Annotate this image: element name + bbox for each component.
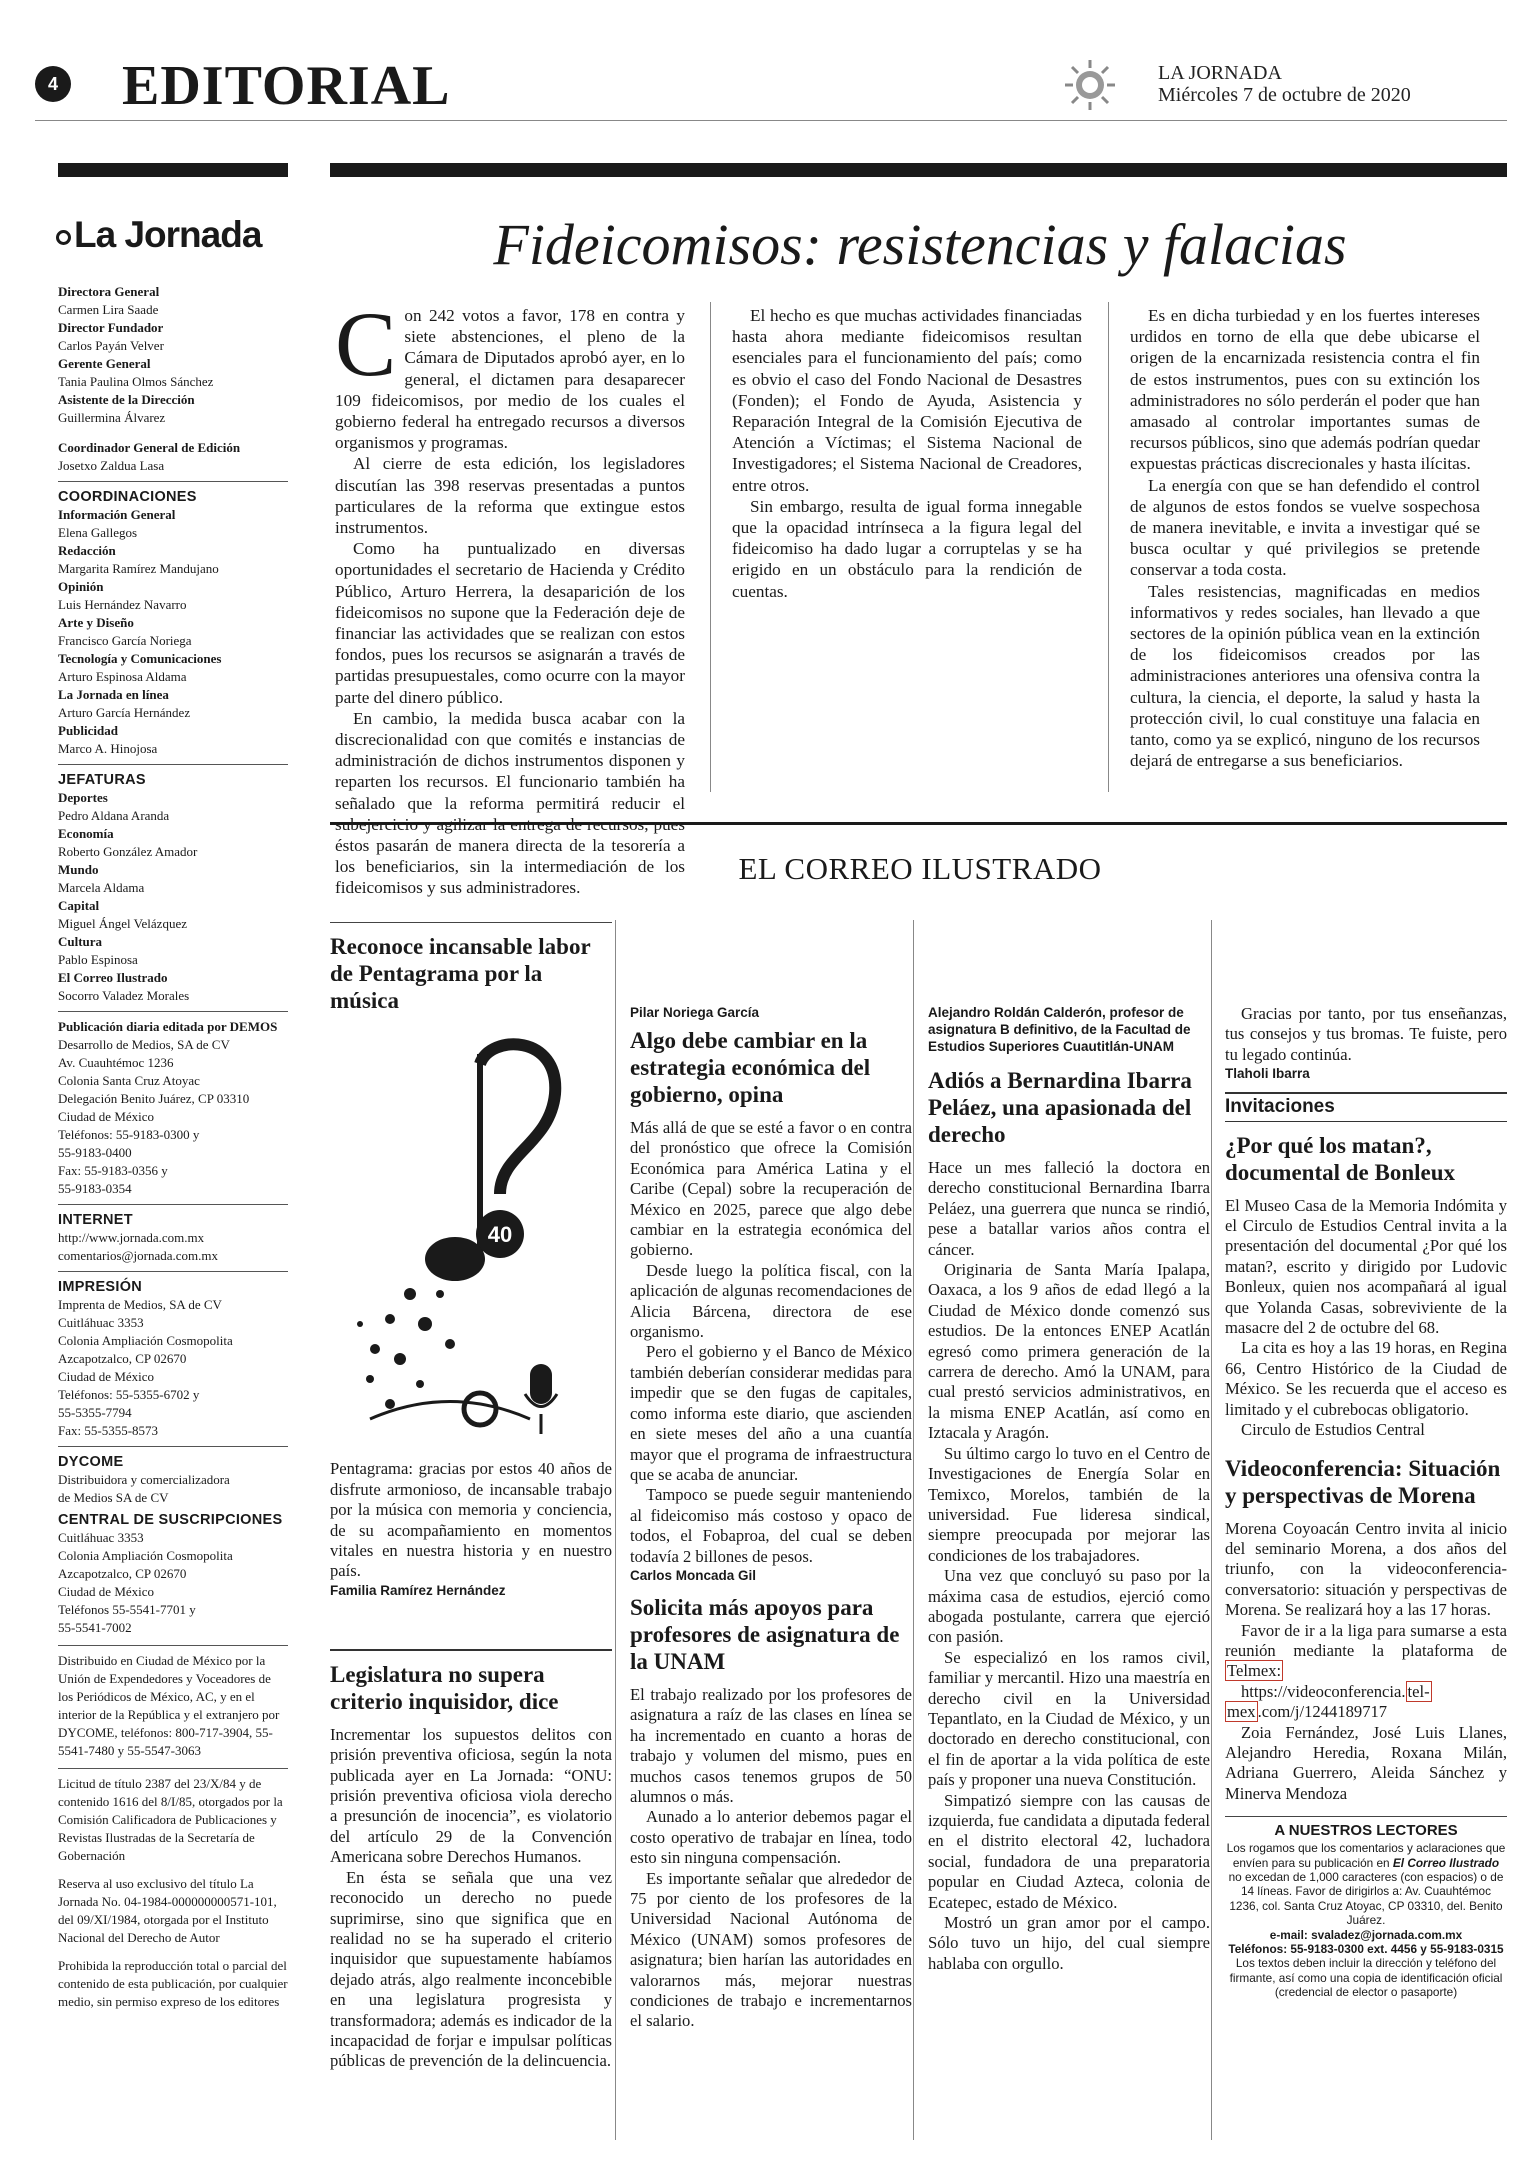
editorial-column-1: Con 242 votos a favor, 178 en contra y siete abstenciones, el pleno de la Cámara de Diputados aprobó ayer, en lo general, el dictamen para desaparecer 109 fideicomisos, por medio de los cuales el gobierno federal ha entregado recursos a diversos organismos y programas. Al cierre de esta edición, los legisladores discutían las 398 reservas presentadas a puntos particulares de la reforma que extingue estos instrumentos. Como ha puntualizado en diversas oportunidades el secretario de Hacienda y Crédito Público, Arturo Herrera, la desaparición de los fideicomisos no supone que la Federación deje de financiar las actividades que se realizan con estos fondos, pues los recursos se asignarán a través de partidas presupuestales, como ocurre con la mayor parte del dinero público. En cambio, la medida busca acabar con la discrecionalidad con que comités e instancias de administración de dichos instrumentos disponen y reparten los recursos. El funcionario también ha señalado que la reforma permitirá reducir el éstos pasarán de manera directa de la tesorería a los beneficiarios, sin la intermediación de los fideicomisos y sus administradores. (335, 293, 685, 898)
masthead-info (1158, 62, 1411, 106)
letter-signature: Alejandro Roldán Calderón, profesor de asignatura B definitivo, de la Facultad de Estudios Superiores Cuautitlán-UNAM (928, 1005, 1191, 1054)
staff-entry (58, 789, 288, 825)
svg-text:40: 40 (487, 1222, 513, 1247)
invitation-title: ¿Por qué los matan?, documental de Bonleux (1225, 1132, 1456, 1185)
coordinaciones-heading: COORDINACIONES (58, 481, 288, 506)
letter-signature: Carlos Moncada Gil (630, 1567, 757, 1583)
staff-role: Director Fundador (58, 320, 164, 335)
dycome-body: Distribuidora y comercializadora de Medios SA de CV (58, 1472, 230, 1505)
staff-role: Gerente General (58, 356, 151, 371)
staff-entry (58, 825, 288, 861)
staff-name: Miguel Ángel Velázquez (58, 916, 187, 931)
staff-entry (58, 650, 288, 686)
staff-role: Información General (58, 507, 176, 522)
suscripciones-heading: CENTRAL DE SUSCRIPCIONES (58, 1512, 283, 1528)
staff-role: Cultura (58, 934, 103, 949)
demos-heading: Publicación diaria editada por DEMOS (58, 1019, 278, 1034)
staff-name: Arturo Espinosa Aldama (58, 669, 187, 684)
staff-entry (58, 933, 288, 969)
staff-entry (58, 897, 288, 933)
staff-role: Capital (58, 898, 100, 913)
issue-date: Miércoles 7 de octubre de 2020 (1158, 84, 1411, 106)
staff-role: Deportes (58, 790, 108, 805)
editorial-title: Fideicomisos: resistencias y falacias (493, 212, 1347, 277)
staff-name: Guillermina Álvarez (58, 410, 166, 425)
letters-column-3: Alejandro Roldán Calderón, profesor de asignatura B definitivo, de la Facultad de Estudios Superiores Cuautitlán-UNAM Adiós a Bernardina Ibarra Peláez, una apasionada del derecho Hace un mes falleció la doctora en derecho constitucional Bernardina Ibarra Peláez, una guerrera que nunca se rindió, pese a batallar varios años contra el cáncer. Originaria de Santa María Ipalapa, Oaxaca, a los 9 años de edad llegó a la Ciudad de México donde comenzó sus estudios. De la entonces ENEP Acatlán egresó como primera generación de la carrera de derecho. Amó la UNAM, para cual prestó servicios administrativos, en la misma ENEP Acatlán, así como en Iztacala y Aragón. Su último cargo lo tuvo en el Centro de Investigaciones de Energía Solar en Temixco, Morelos, también de la universidad. Fue lideresa sindical, siempre preocupada por mejorar las condiciones de los trabajadores. Una vez que concluyó su paso por la máxima casa de estudios, ejerció como abogada postulante, carrera que ejerció con pasión. Se especializó en los ramos civil, familiar y mercantil. Hizo una maestría en derecho civil en la Universidad Tepantlato, en la Ciudad de México, y un doctorado en derecho constitucional, con el fin de aportar a la vida política de este país y proponer una nueva Constitución. Simpatizó siempre con las causas de izquierda, fue candidata a diputada federal en el distrito electoral 42, luchadora social, fundadora de una preparatoria popular en Ciudad Azteca, colonia de Ecatepec, estado de México. Mostró un gran amor por el campo. Sólo tuvo un hijo, del cual siempre hablaba con orgullo. (928, 1005, 1210, 1973)
staff-role: Economía (58, 826, 114, 841)
staff-directory (58, 283, 288, 427)
staff-role: El Correo Ilustrado (58, 970, 168, 985)
staff-name: Luis Hernández Navarro (58, 597, 187, 612)
staff-name: Roberto González Amador (58, 844, 198, 859)
invitation-title: Videoconferencia: Situación y perspectivas de Morena (1225, 1455, 1501, 1508)
staff-name: Marco A. Hinojosa (58, 741, 158, 756)
letter-signature: Pilar Noriega García (630, 1005, 760, 1020)
letter-title: Algo debe cambiar en la estrategia económica del gobierno, opina (630, 1028, 871, 1107)
letter-title: Solicita más apoyos para profesores de asignatura de la UNAM (630, 1594, 900, 1674)
staff-role: Redacción (58, 543, 116, 558)
a-nuestros-lectores-box: A NUESTROS LECTORES Los rogamos que los comentarios y aclaraciones que envíen para su publicación en El Correo Ilustrado no excedan de 1,000 caracteres (con espacios) o de 14 líneas. Favor de dirigirlos a: Av. Cuauhtémoc 1236, col. Santa Cruz Atoyac, CP 03310, del. Benito Juárez. e-mail: svaladez@jornada.com.mx Teléfonos: 55-9183-0300 ext. 4456 y 55-9183-0315 Los textos deben incluir la dirección y teléfono del firmante, así como una copia de identificación oficial (credencial de elector o pasaporte) (1225, 1816, 1507, 1999)
staff-name: Carmen Lira Saade (58, 302, 159, 317)
dycome-heading: DYCOME (58, 1446, 288, 1471)
suscripciones-body: Cuitláhuac 3353 Colonia Ampliación Cosmopolita Azcapotzalco, CP 02670 Ciudad de México Teléfonos 55-5541-7701 y 55-5541-7002 (58, 1530, 233, 1635)
staff-role: Directora General (58, 284, 160, 299)
editorial-column-2: El hecho es que muchas actividades financiadas hasta ahora mediante fideicomisos resultan esenciales para el funcionamiento del país; como es obvio el caso del Fondo Nacional de Desastres (Fonden); el Fondo de Ayuda, Asistencia y Reparación Integral de la Comisión Ejecutiva de Atención a Víctimas; el Sistema Nacional de Investigadores; el Sistema Nacional de Creadores, entre otros. Sin embargo, resulta de igual forma innegable que la opacidad intrínseca a la figura legal del fideicomiso ha dado lugar a corruptelas y se ha erigido en un obstáculo para la rendición de cuentas. (732, 306, 1082, 601)
staff-name: Marcela Aldama (58, 880, 145, 895)
staff-name: Pedro Aldana Aranda (58, 808, 170, 823)
staff-role: Mundo (58, 862, 99, 877)
staff-entry (58, 319, 288, 355)
staff-name: Carlos Payán Velver (58, 338, 164, 353)
coordinaciones-list (58, 506, 288, 758)
coordinador-block: Coordinador General de Edición Josetxo Zaldua Lasa (58, 440, 241, 473)
invitaciones-heading: Invitaciones (1225, 1092, 1507, 1121)
letter-title: Reconoce incansable labor de Pentagrama por la música (330, 934, 591, 1013)
staff-entry (58, 283, 288, 319)
pentagrama-40-image (330, 1024, 590, 1444)
staff-entry (58, 861, 288, 897)
letter-title: Legislatura no supera criterio inquisidor, dice (330, 1661, 559, 1714)
letter-signature: Familia Ramírez Hernández (330, 1582, 506, 1598)
internet-heading: INTERNET (58, 1204, 288, 1229)
distribuido-text: Distribuido en Ciudad de México por la Unión de Expendedores y Voceadores de los Periódicos de México, AC, y en el interior de la República y el extranjero por DYCOME, teléfonos: 800-717-3904, 55-5541-7480 y 55-5547-3063 (58, 1645, 288, 1760)
la-jornada-logo: La Jornada (56, 214, 286, 264)
staff-role: Tecnología y Comunicaciones (58, 651, 222, 666)
section-title: EDITORIAL (122, 55, 451, 117)
staff-name: Arturo García Hernández (58, 705, 191, 720)
page-number: 4 (35, 66, 71, 102)
staff-role: Publicidad (58, 723, 118, 738)
staff-name: Elena Gallegos (58, 525, 138, 540)
correo-ilustrado-heading: EL CORREO ILUSTRADO (738, 851, 1102, 886)
jefaturas-heading: JEFATURAS (58, 764, 288, 789)
staff-entry (58, 578, 288, 614)
staff-name: Pablo Espinosa (58, 952, 138, 967)
staff-entry (58, 355, 288, 391)
prohibida-text: Prohibida la reproducción total o parcial del contenido de esta publicación, por cualquier medio, sin permiso expreso de los editores (58, 1958, 288, 2009)
impresion-body: Imprenta de Medios, SA de CV Cuitláhuac 3353 Colonia Ampliación Cosmopolita Azcapotzalco, CP 02670 Ciudad de México Teléfonos: 55-5355-6702 y 55-5355-7794 Fax: 55-5355-8573 (58, 1297, 233, 1438)
staff-entry (58, 614, 288, 650)
staff-name: Francisco García Noriega (58, 633, 192, 648)
staff-role: Asistente de la Dirección (58, 392, 195, 407)
staff-entry (58, 506, 288, 542)
staff-name: Margarita Ramírez Mandujano (58, 561, 219, 576)
videoconference-link[interactable]: https://videoconferencia. tel-mex .com/j/1244189717 (1227, 1681, 1430, 1722)
staff-name: Tania Paulina Olmos Sánchez (58, 374, 214, 389)
jefaturas-list (58, 789, 288, 1005)
staff-entry (58, 542, 288, 578)
letter-title: Adiós a Bernardina Ibarra Peláez, una apasionada del derecho (928, 1068, 1192, 1147)
reserva-text: Reserva al uso exclusivo del título La Jornada No. 04-1984-000000000571-101, del 09/XI/1984, otorgada por el Instituto Nacional del Derecho de Autor (58, 1876, 277, 1945)
staff-sidebar (58, 283, 288, 2011)
staff-entry (58, 391, 288, 427)
editorial-column-3: Es en dicha turbiedad y en los fuertes intereses urdidos en torno de ella que debe ubicarse el origen de la encarnizada resistencia contra el fin de estos instrumentos, pues con su extinción los administradores no sólo perderán el poder que han amasado al controlar importantes sumas de recursos públicos, sino que además podrían quedar expuestas prácticas discrecionales y hasta ilícitas. La energía con que se han defendido el control de algunos de estos fondos se vuelve sospechosa de manera inevitable, e invita a investigar qué se busca ocultar y qué privilegios se pretende conservar a toda costa. Tales resistencias, magnificadas en medios informativos y redes sociales, han llevado a que sectores de la opinión pública vean en la extinción de los fideicomisos creados por las administraciones anteriores una ofensiva contra la cultura, la ciencia, el deporte, la salud y hasta la protección civil, lo cual constituye una falacia en tanto, como ya se explicó, ninguno de los recursos dejará de entregarse a sus beneficiarios. (1130, 306, 1480, 771)
impresion-heading: IMPRESIÓN (58, 1271, 288, 1296)
staff-role: La Jornada en línea (58, 687, 169, 702)
staff-name: Socorro Valadez Morales (58, 988, 190, 1003)
letters-column-1: Reconoce incansable labor de Pentagrama por la música 40 Pentagrama: gracias por estos 40 años de disfrute armonioso, de incansable trabajo por la música con memoria y conciencia, de su acompañamiento en momentos vitales en nuestra historia y en nuestro país. Familia Ramírez Hernández Legislatura no supera criterio inquisidor, dice Incrementar los supuestos delitos con prisión preventiva oficiosa, según la nota publicada ayer en La Jornada: “ONU: prisión preventiva oficiosa viola derecho a presunción de inocencia”, es violatorio del artículo 29 de la Convención Americana sobre Derechos Humanos. En ésta se señala que una vez reconocido un derecho no puede suprimirse, sino que significa que en realidad no se ha superado el criterio inquisidor que supuestamente habíamos dejado atrás, algo realmente inconcebible en una legislatura progresista y transformadora; además es indicador de la incapacidad de forjar e impulsar políticas públicas de prevención de la delincuencia. (330, 920, 612, 2072)
staff-role: Arte y Diseño (58, 615, 134, 630)
staff-entry (58, 722, 288, 758)
staff-entry (58, 686, 288, 722)
internet-links[interactable]: http://www.jornada.com.mx comentarios@jornada.com.mx (58, 1230, 218, 1263)
demos-body: Desarrollo de Medios, SA de CV Av. Cuauhtémoc 1236 Colonia Santa Cruz Atoyac Delegación Benito Juárez, CP 03310 Ciudad de México Teléfonos: 55-9183-0300 y 55-9183-0400 Fax: 55-9183-0356 y 55-9183-0354 (58, 1037, 250, 1196)
licitud-text: Licitud de título 2387 del 23/X/84 y de contenido 1616 del 8/I/85, otorgados por la Comisión Calificadora de Publicaciones y Revistas Ilustradas de la Secretaría de Gobernación (58, 1768, 288, 1865)
telmex-highlight: Telmex: (1227, 1661, 1282, 1681)
letter-signature: Tlaholi Ibarra (1225, 1066, 1310, 1082)
letters-column-2: Pilar Noriega García Algo debe cambiar en la estrategia económica del gobierno, opina Más allá de que se esté a favor o en contra del pronóstico que ofrece la Comisión Económica para América Latina y el Caribe (Cepal) sobre la recuperación de México en 2025, parece que algo debe cambiar en la estrategia económica del gobierno. Desde luego la política fiscal, con la aplicación de algunas recomendaciones de Alicia Bárcena, directora de ese organismo. Pero el gobierno y el Banco de México también deberían considerar medidas para impedir que se den fugas de capitales, como informa este diario, que ascienden en siete meses del año a una cuantía mayor que el programa de infraestructura que se acaba de anunciar. Tampoco se puede seguir manteniendo al fideicomiso más costoso y opaco de todos, el Fobaproa, del cual se deben todavía 2 billones de pesos. Carlos Moncada Gil Solicita más apoyos para profesores de asignatura de la UNAM El trabajo realizado por los profesores de asignatura a raíz de las clases en línea se ha incrementado en cuanto a horas de trabajo y volumen del mismo, pues en muchos casos tenemos grupos de 50 alumnos o más. Aunado a lo anterior debemos pagar el costo operativo de trabajar en línea, todo esto sin ninguna compensación. Es importante señalar que alrededor de 75 por ciento de los profesores de la Universidad Nacional Autónoma de México (UNAM) somos profesores de asignatura; bien harían las autoridades en valorarnos más, mejorar nuestras condiciones de trabajo e incrementarnos el salario. (630, 1005, 912, 2031)
drop-cap: C (335, 293, 397, 395)
paper-name: LA JORNADA (1158, 62, 1282, 84)
staff-role: Opinión (58, 579, 104, 594)
sun-logo-icon (1063, 58, 1117, 112)
staff-entry (58, 969, 288, 1005)
letters-column-4: Gracias por tanto, por tus enseñanzas, tus consejos y tus bromas. Te fuiste, pero tu legado continúa. Tlaholi Ibarra Invitaciones ¿Por qué los matan?, documental de Bonleux El Museo Casa de la Memoria Indómita y el Circulo de Estudios Central invita a la presentación del documental ¿Por qué los matan?, escrito y dirigido por Ludovic Bonleux, quien nos acompañará al igual que Yolanda Casas, sobreviviente de la masacre del 2 de octubre del 68. La cita es hoy a las 19 horas, en Regina 66, Centro Histórico de la Ciudad de México. Se les recuerda que el acceso es limitado y el cubrebocas obligatorio. Circulo de Estudios Central Videoconferencia: Situación y perspectivas de Morena Morena Coyoacán Centro invita al inicio del seminario Morena, a dos años del triunfo, con la videoconferencia-conversatorio: situación y perspectivas de Morena. Se realizará hoy a las 17 horas. Favor de ir a la liga para sumarse a esta reunión mediante la plataforma de Telmex: https://videoconferencia. tel-mex .com/j/1244189717 Zoia Fernández, José Luis Llanes, Alejandro Heredia, Roxana Milán, Adriana Guerrero, Aleida Sánchez y Minerva Mendoza A NUESTROS LECTORES Los rogamos que los comentarios y aclaraciones que envíen para su publicación en El Correo Ilustrado no excedan de 1,000 caracteres (con espacios) o de 14 líneas. Favor de dirigirlos a: Av. Cuauhtémoc 1236, col. Santa Cruz Atoyac, CP 03310, del. Benito Juárez. e-mail: svaladez@jornada.com.mx Teléfonos: 55-9183-0300 ext. 4456 y 55-9183-0315 Los textos deben incluir la dirección y teléfono del firmante, así como una copia de identificación oficial (credencial de elector o pasaporte) (1225, 1004, 1507, 2000)
